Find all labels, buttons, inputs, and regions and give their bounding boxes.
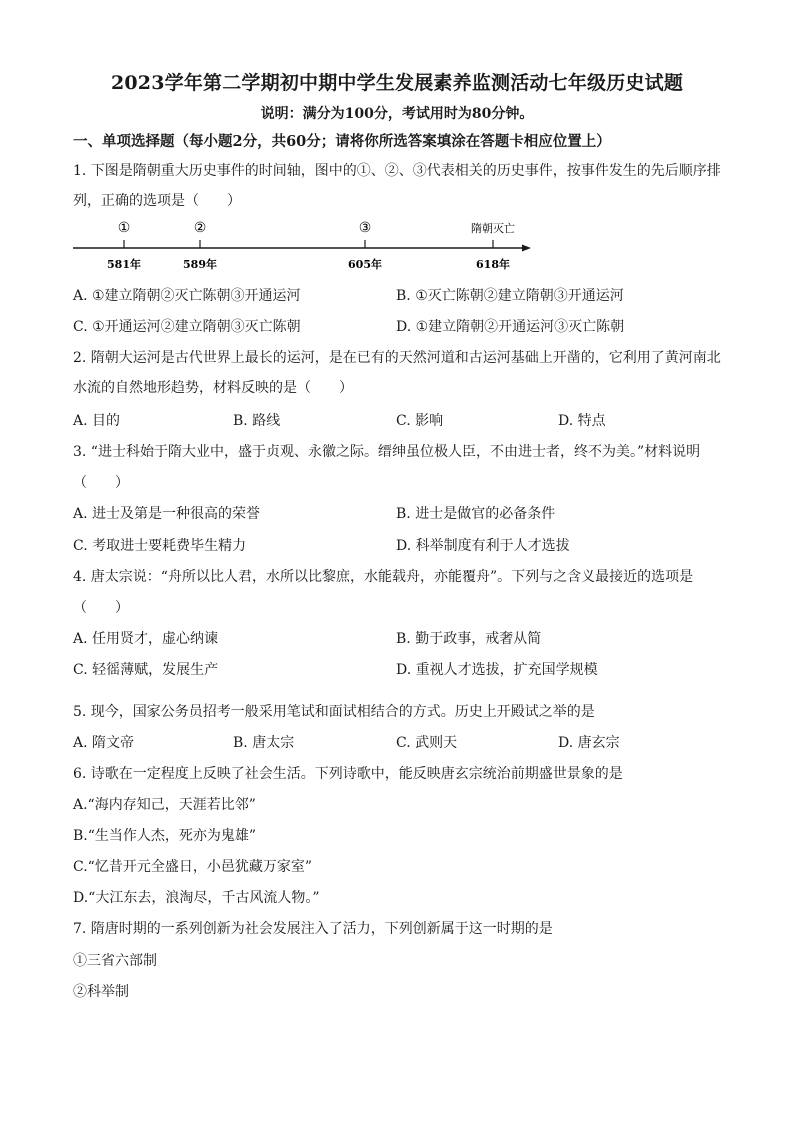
q2-stem-line1: 2. 隋朝大运河是古代世界上最长的运河，是在已有的天然河道和古运河基础上开凿的，它利用了黄河南北	[73, 350, 721, 366]
exam-title: 2023学年第二学期初中期中学生发展素养监测活动七年级历史试题	[110, 72, 684, 94]
q3-option-d: D. 科举制度有利于人才选拔	[396, 538, 570, 554]
q7-item-2: ②科举制	[73, 984, 129, 1000]
marker-1: ①	[117, 220, 131, 236]
q1-stem-line2: 列，正确的选项是（ ）	[73, 193, 241, 209]
q1-option-b: B. ①灭亡陈朝②建立隋朝③开通运河	[396, 288, 624, 304]
year-589: 589年	[183, 258, 217, 271]
q1-option-a: A. ①建立隋朝②灭亡陈朝③开通运河	[73, 288, 301, 304]
q5-option-c: C. 武则天	[396, 735, 458, 751]
q4-option-c: C. 轻徭薄赋，发展生产	[73, 662, 219, 678]
q1-option-c: C. ①开通运河②建立隋朝③灭亡陈朝	[73, 319, 301, 335]
q6-option-d: D.“大江东去，浪淘尽，千古风流人物。”	[73, 890, 320, 906]
exam-note: 说明：满分为100分，考试用时为80分钟。	[260, 106, 534, 122]
q3-option-b: B. 进士是做官的必备条件	[396, 506, 556, 522]
timeline-arrowhead	[522, 245, 531, 252]
q1-stem-line1: 1. 下图是隋朝重大历史事件的时间轴，图中的①、②、③代表相关的历史事件，按事件发生的先后顺序排	[73, 163, 721, 179]
q4-stem-line2: （ ）	[73, 600, 129, 616]
q7-item-1: ①三省六部制	[73, 953, 157, 969]
q2-option-a: A. 目的	[73, 413, 121, 429]
q2-option-b: B. 路线	[233, 413, 281, 429]
q5-option-d: D. 唐玄宗	[558, 735, 620, 751]
q3-option-a: A. 进士及第是一种很高的荣誉	[73, 506, 261, 522]
marker-3: ③	[358, 220, 372, 236]
q4-stem-line1: 4. 唐太宗说：“舟所以比人君，水所以比黎庶，水能载舟，亦能覆舟”。下列与之含义最接近的选项是	[73, 569, 694, 585]
q5-stem: 5. 现今，国家公务员招考一般采用笔试和面试相结合的方式。历史上开殿试之举的是	[73, 704, 595, 720]
q1-option-d: D. ①建立隋朝②开通运河③灭亡陈朝	[396, 319, 625, 335]
q4-option-b: B. 勤于政事，戒奢从简	[396, 631, 542, 647]
q7-stem: 7. 隋唐时期的一系列创新为社会发展注入了活力，下列创新属于这一时期的是	[73, 921, 553, 937]
q4-option-a: A. 任用贤才，虚心纳谏	[73, 631, 219, 647]
q2-stem-line2: 水流的自然地形趋势，材料反映的是（ ）	[73, 380, 353, 396]
q3-stem-line2: （ ）	[73, 475, 129, 491]
q5-option-b: B. 唐太宗	[233, 735, 295, 751]
q3-option-c: C. 考取进士要耗费毕生精力	[73, 538, 247, 554]
q6-option-a: A.“海内存知己，天涯若比邻”	[73, 797, 256, 813]
marker-2: ②	[193, 220, 207, 236]
q4-option-d: D. 重视人才选拔，扩充国学规模	[396, 662, 598, 678]
q2-option-c: C. 影响	[396, 413, 444, 429]
year-605: 605年	[348, 258, 382, 271]
q6-option-b: B.“生当作人杰，死亦为鬼雄”	[73, 828, 257, 844]
marker-sui-fall: 隋朝灭亡	[471, 222, 515, 235]
q2-option-d: D. 特点	[558, 413, 606, 429]
q6-option-c: C.“忆昔开元全盛日，小邑犹藏万家室”	[73, 859, 312, 875]
q6-stem: 6. 诗歌在一定程度上反映了社会生活。下列诗歌中，能反映唐玄宗统治前期盛世景象的是	[73, 766, 623, 782]
q5-option-a: A. 隋文帝	[73, 735, 135, 751]
q1-timeline	[70, 216, 540, 274]
q3-stem-line1: 3. “进士科始于隋大业中，盛于贞观、永徽之际。缙绅虽位极人臣，不由进士者，终不为美。”材料说明	[73, 444, 701, 460]
year-581: 581年	[107, 258, 141, 271]
section-heading: 一、单项选择题（每小题2分，共60分；请将你所选答案填涂在答题卡相应位置上）	[73, 133, 611, 150]
year-618: 618年	[476, 258, 510, 271]
